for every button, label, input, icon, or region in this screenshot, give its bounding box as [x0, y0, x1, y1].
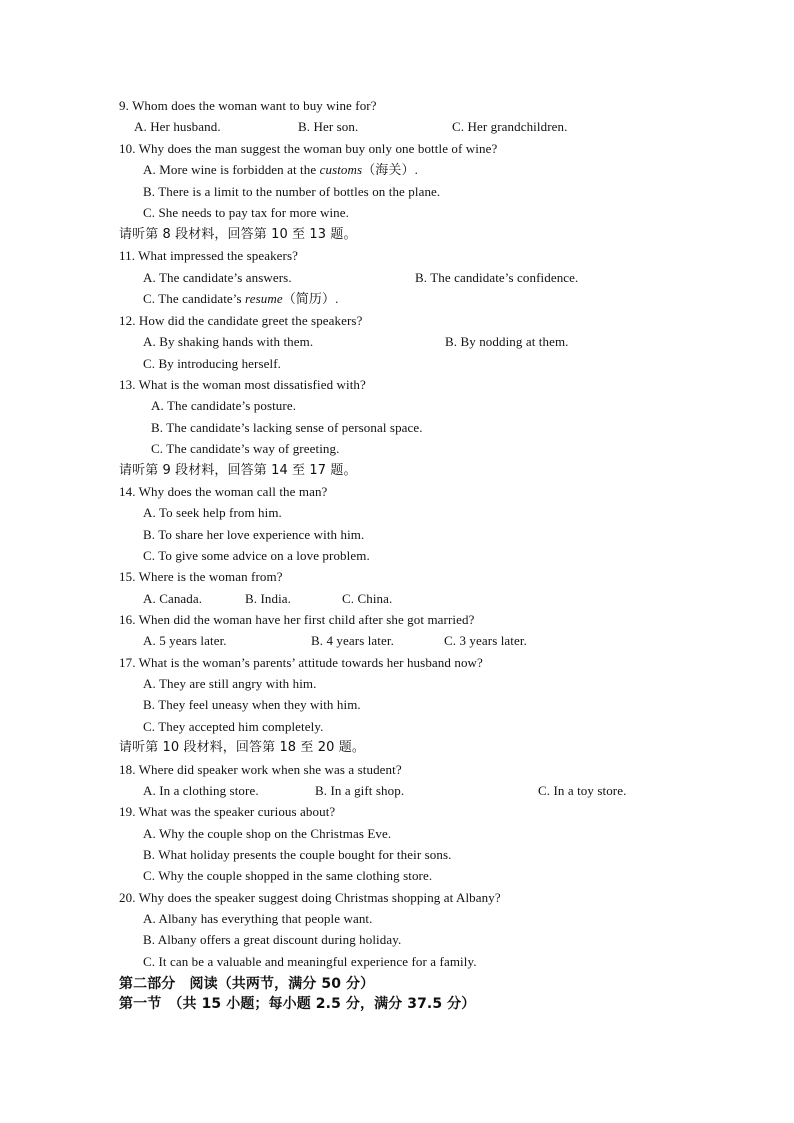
question-text: 15. Where is the woman from? [119, 569, 283, 584]
option-text: B. They feel uneasy when they with him. [143, 697, 361, 712]
option-a: A. 5 years later. [143, 633, 227, 648]
option-a: A. The candidate’s answers. [143, 270, 292, 285]
option-text-part: （海关）. [362, 162, 418, 177]
section-instruction: 请听第 10 段材料，回答第 18 至 20 题。 [119, 740, 365, 755]
option-text: B. There is a limit to the number of bottles on the plane. [143, 184, 441, 199]
option-text: C. Why the couple shopped in the same clothing store. [143, 868, 433, 883]
option-text: A. Why the couple shop on the Christmas Eve. [143, 826, 392, 841]
option-text: A. The candidate’s posture. [151, 398, 297, 413]
option-text: A. To seek help from him. [143, 505, 282, 520]
question-text: 10. Why does the man suggest the woman buy only one bottle of wine? [119, 141, 498, 156]
option-text: B. Albany offers a great discount during holiday. [143, 932, 402, 947]
option-b: B. In a gift shop. [315, 783, 405, 798]
option-text: C. It can be a valuable and meaningful experience for a family. [143, 954, 477, 969]
option-text: C. To give some advice on a love problem. [143, 548, 370, 563]
option-text: C. The candidate’s way of greeting. [151, 441, 340, 456]
option-a: A. By shaking hands with them. [143, 334, 314, 349]
option-text: A. Albany has everything that people want. [143, 911, 373, 926]
question-text: 20. Why does the speaker suggest doing Christmas shopping at Albany? [119, 890, 501, 905]
question-text: 9. Whom does the woman want to buy wine for? [119, 98, 377, 113]
option-text: C. She needs to pay tax for more wine. [143, 205, 349, 220]
section-heading: 第一节 （共 15 小题；每小题 2.5 分，满分 37.5 分） [119, 996, 476, 1012]
option-text: C. By introducing herself. [143, 356, 281, 371]
option-italic-term: resume [245, 291, 283, 306]
option-text: B. To share her love experience with him. [143, 527, 365, 542]
option-b: B. India. [245, 591, 292, 606]
option-b: B. 4 years later. [311, 633, 394, 648]
option-text-part: C. The candidate’s [143, 291, 246, 306]
option-c: C. Her grandchildren. [452, 119, 568, 134]
option-text: C. They accepted him completely. [143, 719, 324, 734]
question-text: 18. Where did speaker work when she was a student? [119, 762, 402, 777]
question-text: 16. When did the woman have her first child after she got married? [119, 612, 475, 627]
question-text: 17. What is the woman’s parents’ attitude towards her husband now? [119, 655, 483, 670]
option-text-part: （简历）. [282, 291, 339, 306]
option-text [143, 291, 338, 307]
option-text: B. The candidate’s lacking sense of personal space. [151, 420, 423, 435]
question-text: 19. What was the speaker curious about? [119, 804, 336, 819]
question-text: 14. Why does the woman call the man? [119, 484, 328, 499]
option-b: B. By nodding at them. [445, 334, 569, 349]
question-text: 11. What impressed the speakers? [119, 248, 299, 263]
option-text: A. They are still angry with him. [143, 676, 317, 691]
option-c: C. In a toy store. [538, 783, 627, 798]
option-a: A. Her husband. [134, 119, 221, 134]
section-heading: 第二部分 阅读（共两节，满分 50 分） [119, 976, 375, 992]
question-text: 12. How did the candidate greet the speakers? [119, 313, 363, 328]
option-italic-term: customs [319, 162, 363, 177]
option-b: B. The candidate’s confidence. [415, 270, 579, 285]
option-c: C. China. [342, 591, 393, 606]
option-text [143, 162, 418, 178]
question-text: 13. What is the woman most dissatisfied with? [119, 377, 366, 392]
section-instruction: 请听第 8 段材料，回答第 10 至 13 题。 [119, 227, 357, 242]
option-c: C. 3 years later. [444, 633, 527, 648]
option-b: B. Her son. [298, 119, 359, 134]
option-a: A. In a clothing store. [143, 783, 259, 798]
option-text-part: A. More wine is forbidden at the [143, 162, 320, 177]
section-instruction: 请听第 9 段材料，回答第 14 至 17 题。 [119, 463, 357, 478]
option-a: A. Canada. [143, 591, 203, 606]
option-text: B. What holiday presents the couple bought for their sons. [143, 847, 452, 862]
